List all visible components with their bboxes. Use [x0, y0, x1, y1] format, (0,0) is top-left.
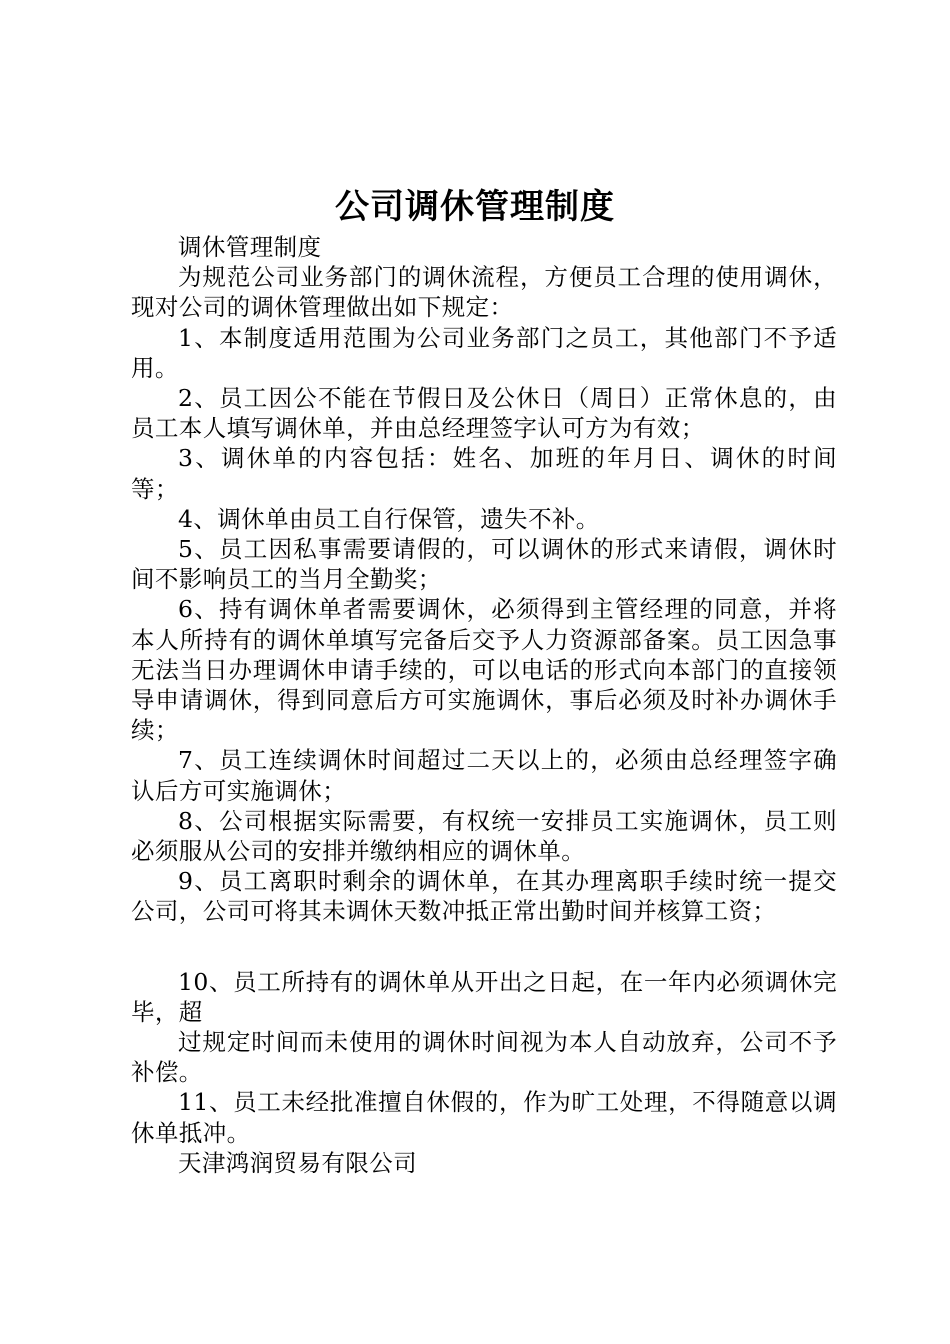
rule-item-10: 10、员工所持有的调休单从开出之日起，在一年内必须调休完毕，超: [131, 967, 837, 1026]
rule-item-5: 5、员工因私事需要请假的，可以调休的形式来请假，调休时间不影响员工的当月全勤奖；: [131, 535, 837, 594]
rule-item-4: 4、调休单由员工自行保管，遗失不补。: [178, 504, 600, 533]
rule-item-6: 6、持有调休单者需要调休，必须得到主管经理的同意，并将本人所持有的调休单填写完备后交予人力资源部备案。员工因急事无法当日办理调休申请手续的，可以电话的形式向本部门的直接领导申请调休，得到同意后方可实施调休，事后必须及时补办调休手续；: [131, 595, 837, 745]
company-signature: 天津鸿润贸易有限公司: [178, 1148, 417, 1177]
rule-item-8: 8、公司根据实际需要，有权统一安排员工实施调休，员工则必须服从公司的安排并缴纳相应的调休单。: [131, 806, 837, 866]
rule-item-10-continued: 过规定时间而未使用的调休时间视为本人自动放弃，公司不予补偿。: [131, 1028, 837, 1087]
rule-item-3: 3、调休单的内容包括：姓名、加班的年月日、调休的时间等；: [131, 444, 837, 503]
rule-item-11: 11、员工未经批准擅自休假的，作为旷工处理，不得随意以调休单抵冲。: [131, 1088, 837, 1147]
intro-paragraph: 为规范公司业务部门的调休流程，方便员工合理的使用调休，现对公司的调休管理做出如下规定：: [131, 263, 837, 322]
rule-item-2: 2、员工因公不能在节假日及公休日（周日）正常休息的，由员工本人填写调休单，并由总经理签字认可方为有效；: [131, 384, 837, 443]
rule-item-9: 9、员工离职时剩余的调休单，在其办理离职手续时统一提交公司，公司可将其未调休天数冲抵正常出勤时间并核算工资；: [131, 867, 837, 926]
rule-item-7: 7、员工连续调休时间超过二天以上的，必须由总经理签字确认后方可实施调休；: [131, 746, 837, 805]
document-title: 公司调休管理制度: [335, 187, 615, 227]
paragraph-gap: [131, 927, 837, 967]
document-subtitle: 调休管理制度: [178, 233, 322, 261]
document-body: [131, 232, 837, 1178]
rule-item-1: 1、本制度适用范围为公司业务部门之员工，其他部门不予适用。: [131, 323, 837, 382]
